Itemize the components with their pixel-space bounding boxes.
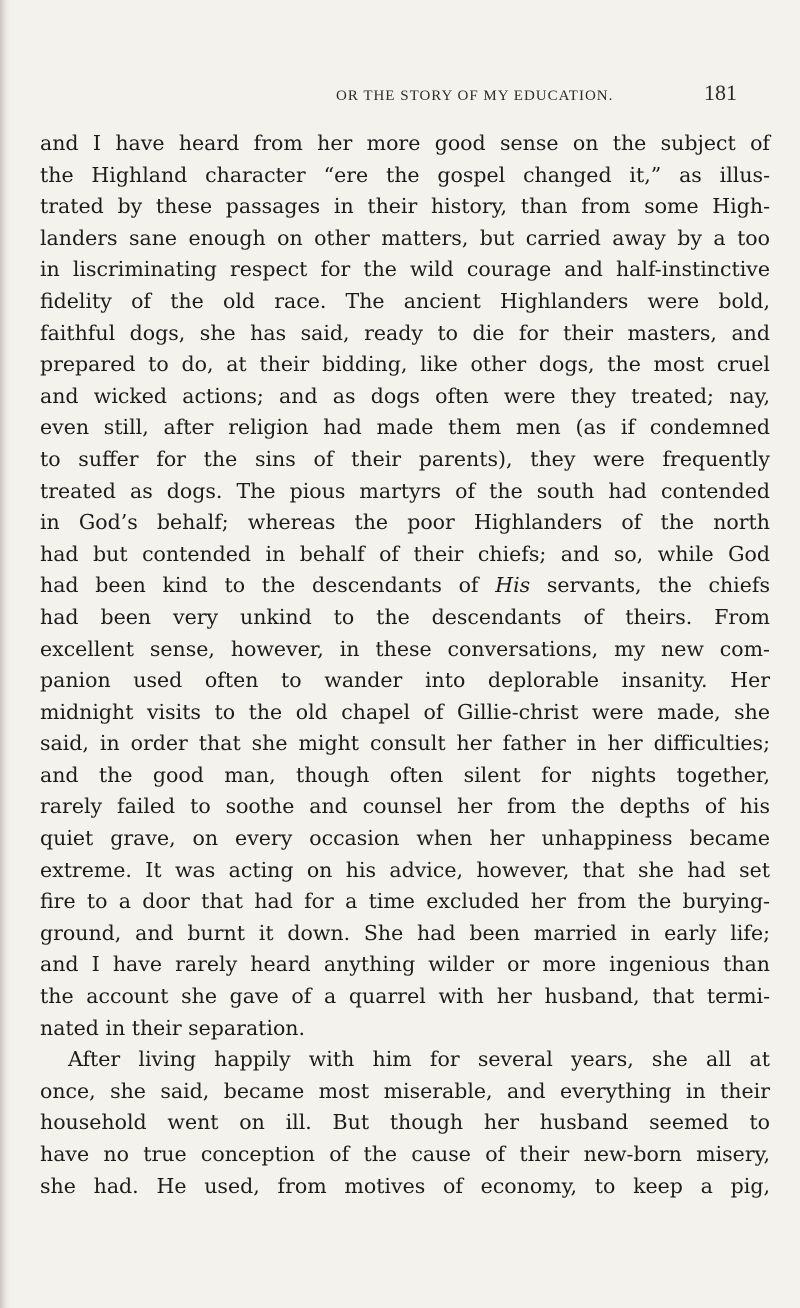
text-line: and wicked actions; and as dogs often were they treated; nay, (40, 383, 770, 408)
text-line: she had. He used, from motives of economy, to keep a pig, (40, 1173, 770, 1198)
text-line: After living happily with him for several years, she all at (68, 1047, 770, 1072)
text-line: household went on ill. But though her husband seemed to (40, 1110, 770, 1135)
text-line: fire to a door that had for a time excluded her from the burying- (40, 889, 770, 914)
text-line: prepared to do, at their bidding, like other dogs, the most cruel (40, 352, 770, 377)
text-line: have no true conception of the cause of their new-born misery, (40, 1142, 770, 1166)
text-line: said, in order that she might consult her father in her difficulties; (40, 731, 770, 756)
text-line: even still, after religion had made them men (as if condemned (40, 415, 770, 440)
page-number: 181 (704, 80, 737, 105)
text-line: trated by these passages in their history, than from some High- (40, 194, 770, 219)
running-head: OR THE STORY OF MY EDUCATION. (336, 88, 614, 104)
text-line: faithful dogs, she has said, ready to die for their masters, and (40, 320, 770, 345)
text-line: fidelity of the old race. The ancient Highlanders were bold, (40, 288, 770, 313)
text-line: landers sane enough on other matters, but carried away by a too (40, 225, 770, 250)
text-line: rarely failed to soothe and counsel her from the depths of his (40, 794, 770, 819)
text-line: had been very unkind to the descendants of theirs. From (40, 604, 770, 629)
text-line: had but contended in behalf of their chiefs; and so, while God (40, 541, 770, 566)
text-line: treated as dogs. The pious martyrs of the south had contended (40, 478, 770, 503)
text-line: extreme. It was acting on his advice, however, that she had set (40, 857, 770, 882)
text-line: in liscriminating respect for the wild courage and half-instinctive (40, 257, 770, 282)
text-line: ground, and burnt it down. She had been married in early life; (40, 920, 770, 945)
text-line: to suffer for the sins of their parents), they were frequently (40, 446, 770, 471)
text-line: midnight visits to the old chapel of Gillie-christ were made, she (40, 699, 770, 724)
text-line: in God’s behalf; whereas the poor Highlanders of the north (40, 510, 770, 535)
text-line: quiet grave, on every occasion when her unhappiness became (40, 826, 770, 851)
text-line: and I have rarely heard anything wilder or more ingenious than (40, 952, 770, 977)
emphasis-his: His (495, 573, 531, 598)
text-line: panion used often to wander into deplorable insanity. Her (40, 668, 770, 693)
text-line: and I have heard from her more good sense on the subject of (40, 131, 770, 155)
body-text (40, 128, 770, 1202)
text-line: the Highland character “ere the gospel changed it,” as illus- (40, 162, 770, 187)
text-line: excellent sense, however, in these conversations, my new com- (40, 636, 770, 661)
text-line: once, she said, became most miserable, and everything in their (40, 1078, 770, 1103)
text-line: the account she gave of a quarrel with her husband, that termi- (40, 984, 770, 1009)
page-binding-edge (0, 0, 10, 1308)
text-line: nated in their separation. (40, 1015, 306, 1040)
text-line: had been kind to the descendants of His servants, the chiefs (40, 573, 770, 598)
text-line: and the good man, though often silent for nights together, (40, 762, 770, 787)
